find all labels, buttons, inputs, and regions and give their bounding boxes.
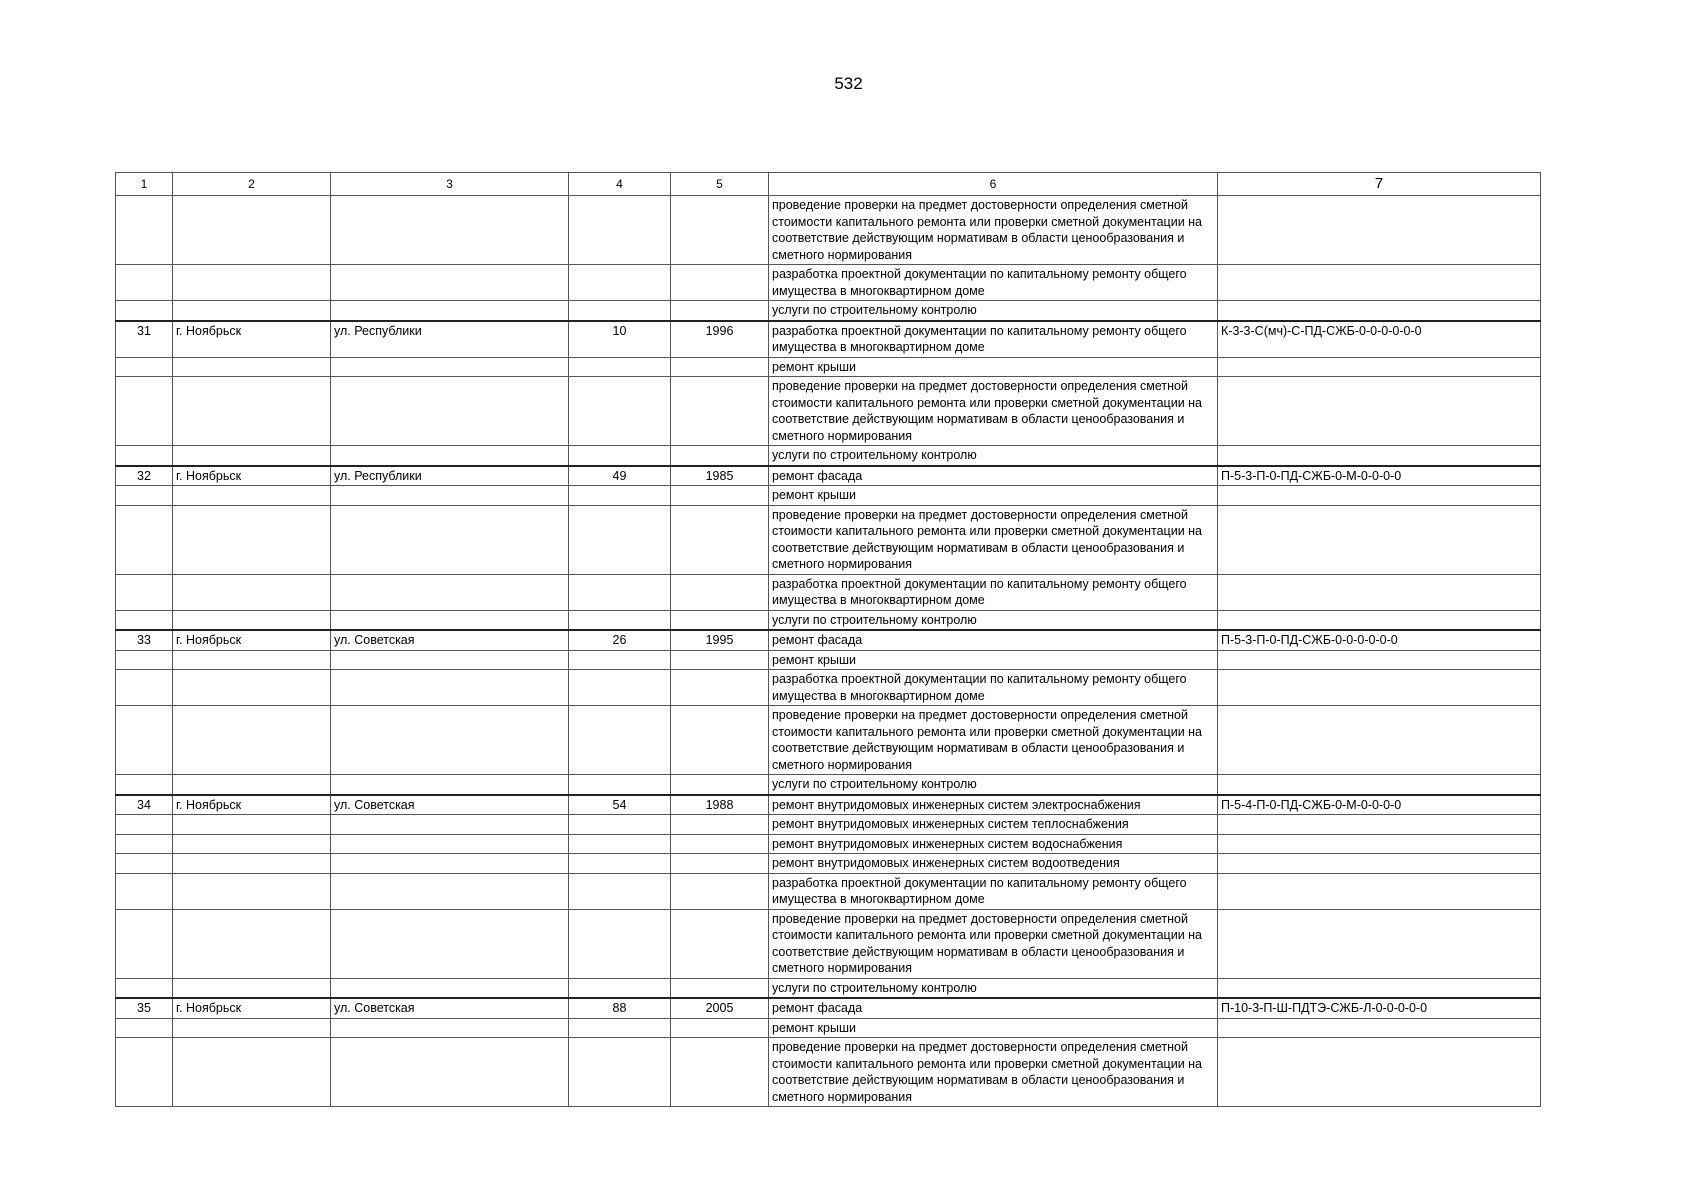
cell-code [1218,377,1541,446]
cell-code [1218,505,1541,574]
table-row [116,265,1541,301]
cell-city: г. Ноябрьск [173,466,331,486]
cell-number [116,1038,173,1107]
cell-city [173,909,331,978]
cell-year [671,265,769,301]
cell-street [331,196,569,265]
cell-number [116,357,173,377]
cell-code [1218,706,1541,775]
cell-work-type: проведение проверки на предмет достоверности определения сметной стоимости капитального ремонта или проверки сметной документации на соответствие действующим нормативам в области ценообразования и сметного нормирования [769,196,1218,265]
table-row [116,610,1541,630]
cell-city [173,196,331,265]
cell-number [116,775,173,795]
cell-street [331,854,569,874]
cell-code [1218,446,1541,466]
table-row [116,196,1541,265]
table-row [116,357,1541,377]
cell-number: 35 [116,998,173,1018]
cell-street [331,377,569,446]
cell-street [331,1038,569,1107]
cell-year [671,650,769,670]
cell-house-number: 54 [569,795,671,815]
cell-street [331,650,569,670]
cell-work-type: ремонт крыши [769,486,1218,506]
cell-house-number [569,196,671,265]
cell-year [671,978,769,998]
cell-work-type: ремонт внутридомовых инженерных систем водоотведения [769,854,1218,874]
cell-city [173,265,331,301]
cell-city [173,446,331,466]
cell-number [116,446,173,466]
table-row [116,775,1541,795]
cell-city [173,610,331,630]
cell-year [671,377,769,446]
cell-code [1218,834,1541,854]
cell-street [331,357,569,377]
cell-year [671,834,769,854]
cell-house-number [569,357,671,377]
table-row [116,998,1541,1018]
cell-code [1218,670,1541,706]
table-row [116,1038,1541,1107]
table-row [116,834,1541,854]
cell-house-number [569,670,671,706]
cell-house-number [569,446,671,466]
cell-year [671,909,769,978]
cell-code [1218,909,1541,978]
header-cell: 3 [331,173,569,196]
cell-number: 32 [116,466,173,486]
cell-work-type: услуги по строительному контролю [769,301,1218,321]
cell-year [671,1018,769,1038]
cell-year: 2005 [671,998,769,1018]
cell-city [173,357,331,377]
cell-work-type: услуги по строительному контролю [769,446,1218,466]
cell-street: ул. Республики [331,466,569,486]
cell-work-type: ремонт крыши [769,357,1218,377]
cell-city [173,486,331,506]
cell-code [1218,650,1541,670]
header-cell: 4 [569,173,671,196]
cell-house-number: 49 [569,466,671,486]
cell-number [116,815,173,835]
table-row [116,505,1541,574]
table-row [116,321,1541,358]
cell-city [173,873,331,909]
cell-number: 34 [116,795,173,815]
cell-code [1218,357,1541,377]
header-cell: 2 [173,173,331,196]
cell-work-type: разработка проектной документации по капитальному ремонту общего имущества в многоквартирном доме [769,574,1218,610]
cell-city: г. Ноябрьск [173,795,331,815]
cell-city [173,834,331,854]
cell-code [1218,873,1541,909]
cell-year [671,301,769,321]
cell-year [671,815,769,835]
header-cell: 7 [1218,173,1541,196]
cell-street [331,775,569,795]
cell-number: 33 [116,630,173,650]
table-row [116,854,1541,874]
cell-work-type: ремонт фасада [769,630,1218,650]
table-row [116,574,1541,610]
table-row [116,670,1541,706]
cell-city [173,775,331,795]
capital-repair-table [115,172,1541,1107]
cell-work-type: разработка проектной документации по капитальному ремонту общего имущества в многоквартирном доме [769,873,1218,909]
cell-street [331,815,569,835]
cell-house-number [569,706,671,775]
cell-number [116,265,173,301]
cell-work-type: разработка проектной документации по капитальному ремонту общего имущества в многоквартирном доме [769,670,1218,706]
cell-house-number [569,909,671,978]
cell-number [116,1018,173,1038]
cell-city [173,377,331,446]
cell-city: г. Ноябрьск [173,321,331,358]
cell-work-type: ремонт внутридомовых инженерных систем электроснабжения [769,795,1218,815]
cell-work-type: услуги по строительному контролю [769,775,1218,795]
cell-number [116,301,173,321]
cell-street [331,706,569,775]
table-row [116,377,1541,446]
cell-house-number [569,1038,671,1107]
cell-work-type: ремонт внутридомовых инженерных систем водоснабжения [769,834,1218,854]
cell-number [116,706,173,775]
cell-code: П-5-3-П-0-ПД-СЖБ-0-0-0-0-0-0 [1218,630,1541,650]
cell-house-number [569,505,671,574]
cell-street [331,301,569,321]
cell-code [1218,610,1541,630]
cell-work-type: ремонт крыши [769,650,1218,670]
cell-year [671,670,769,706]
cell-number [116,650,173,670]
table-row [116,650,1541,670]
cell-year [671,873,769,909]
cell-work-type: проведение проверки на предмет достоверности определения сметной стоимости капитального ремонта или проверки сметной документации на соответствие действующим нормативам в области ценообразования и сметного нормирования [769,377,1218,446]
cell-work-type: ремонт крыши [769,1018,1218,1038]
header-cell: 5 [671,173,769,196]
cell-work-type: проведение проверки на предмет достоверности определения сметной стоимости капитального ремонта или проверки сметной документации на соответствие действующим нормативам в области ценообразования и сметного нормирования [769,1038,1218,1107]
cell-code: П-5-4-П-0-ПД-СЖБ-0-М-0-0-0-0 [1218,795,1541,815]
cell-street: ул. Советская [331,795,569,815]
cell-street [331,978,569,998]
cell-work-type: ремонт фасада [769,466,1218,486]
cell-year: 1985 [671,466,769,486]
cell-year [671,505,769,574]
header-cell: 6 [769,173,1218,196]
table-row [116,630,1541,650]
cell-house-number [569,650,671,670]
cell-code [1218,265,1541,301]
cell-house-number [569,301,671,321]
cell-number [116,909,173,978]
cell-city [173,650,331,670]
table-row [116,486,1541,506]
cell-house-number [569,265,671,301]
cell-year [671,196,769,265]
cell-house-number: 88 [569,998,671,1018]
cell-street [331,505,569,574]
cell-code [1218,978,1541,998]
cell-number [116,196,173,265]
cell-code: К-3-3-С(мч)-С-ПД-СЖБ-0-0-0-0-0-0 [1218,321,1541,358]
cell-house-number [569,486,671,506]
table-row [116,301,1541,321]
header-cell: 1 [116,173,173,196]
cell-number [116,505,173,574]
cell-house-number [569,610,671,630]
table-row [116,909,1541,978]
cell-street [331,265,569,301]
cell-work-type: ремонт внутридомовых инженерных систем теплоснабжения [769,815,1218,835]
cell-number: 31 [116,321,173,358]
table-row [116,978,1541,998]
cell-house-number: 26 [569,630,671,650]
cell-house-number [569,834,671,854]
cell-code [1218,815,1541,835]
cell-work-type: проведение проверки на предмет достоверности определения сметной стоимости капитального ремонта или проверки сметной документации на соответствие действующим нормативам в области ценообразования и сметного нормирования [769,909,1218,978]
cell-number [116,377,173,446]
cell-year: 1996 [671,321,769,358]
cell-house-number [569,1018,671,1038]
cell-code [1218,1038,1541,1107]
cell-work-type: проведение проверки на предмет достоверности определения сметной стоимости капитального ремонта или проверки сметной документации на соответствие действующим нормативам в области ценообразования и сметного нормирования [769,505,1218,574]
cell-city [173,505,331,574]
cell-code [1218,574,1541,610]
cell-city [173,301,331,321]
cell-number [116,486,173,506]
cell-street [331,610,569,630]
table-body [116,173,1541,1107]
cell-street [331,486,569,506]
cell-code [1218,1018,1541,1038]
cell-house-number [569,815,671,835]
cell-year [671,775,769,795]
cell-work-type: проведение проверки на предмет достоверности определения сметной стоимости капитального ремонта или проверки сметной документации на соответствие действующим нормативам в области ценообразования и сметного нормирования [769,706,1218,775]
cell-year [671,854,769,874]
cell-code: П-5-3-П-0-ПД-СЖБ-0-М-0-0-0-0 [1218,466,1541,486]
cell-house-number [569,775,671,795]
cell-work-type: услуги по строительному контролю [769,978,1218,998]
cell-number [116,574,173,610]
cell-work-type: услуги по строительному контролю [769,610,1218,630]
cell-city [173,670,331,706]
cell-city [173,706,331,775]
cell-code: П-10-3-П-Ш-ПДТЭ-СЖБ-Л-0-0-0-0-0 [1218,998,1541,1018]
cell-city: г. Ноябрьск [173,630,331,650]
cell-code [1218,301,1541,321]
cell-year [671,574,769,610]
cell-year: 1988 [671,795,769,815]
table-row [116,795,1541,815]
cell-street: ул. Советская [331,630,569,650]
cell-number [116,834,173,854]
cell-number [116,854,173,874]
cell-street: ул. Советская [331,998,569,1018]
cell-house-number [569,873,671,909]
cell-code [1218,486,1541,506]
table-row [116,446,1541,466]
cell-year [671,357,769,377]
cell-year [671,706,769,775]
cell-number [116,978,173,998]
cell-work-type: ремонт фасада [769,998,1218,1018]
cell-year [671,1038,769,1107]
table-row [116,706,1541,775]
cell-house-number [569,854,671,874]
cell-city [173,574,331,610]
cell-house-number [569,574,671,610]
cell-city: г. Ноябрьск [173,998,331,1018]
cell-number [116,873,173,909]
cell-work-type: разработка проектной документации по капитальному ремонту общего имущества в многоквартирном доме [769,321,1218,358]
cell-street: ул. Республики [331,321,569,358]
cell-year [671,486,769,506]
cell-city [173,815,331,835]
cell-street [331,574,569,610]
cell-code [1218,775,1541,795]
table-row [116,873,1541,909]
table-header-row [116,173,1541,196]
cell-year: 1995 [671,630,769,650]
table-row [116,815,1541,835]
cell-street [331,446,569,466]
cell-year [671,610,769,630]
cell-work-type: разработка проектной документации по капитальному ремонту общего имущества в многоквартирном доме [769,265,1218,301]
cell-street [331,834,569,854]
cell-code [1218,196,1541,265]
cell-street [331,873,569,909]
cell-street [331,909,569,978]
cell-street [331,1018,569,1038]
cell-number [116,670,173,706]
cell-code [1218,854,1541,874]
page-number: 532 [834,74,863,93]
cell-house-number [569,377,671,446]
cell-year [671,446,769,466]
cell-city [173,854,331,874]
table-row [116,1018,1541,1038]
table-row [116,466,1541,486]
cell-street [331,670,569,706]
cell-city [173,978,331,998]
cell-house-number: 10 [569,321,671,358]
cell-house-number [569,978,671,998]
cell-city [173,1018,331,1038]
cell-number [116,610,173,630]
cell-city [173,1038,331,1107]
